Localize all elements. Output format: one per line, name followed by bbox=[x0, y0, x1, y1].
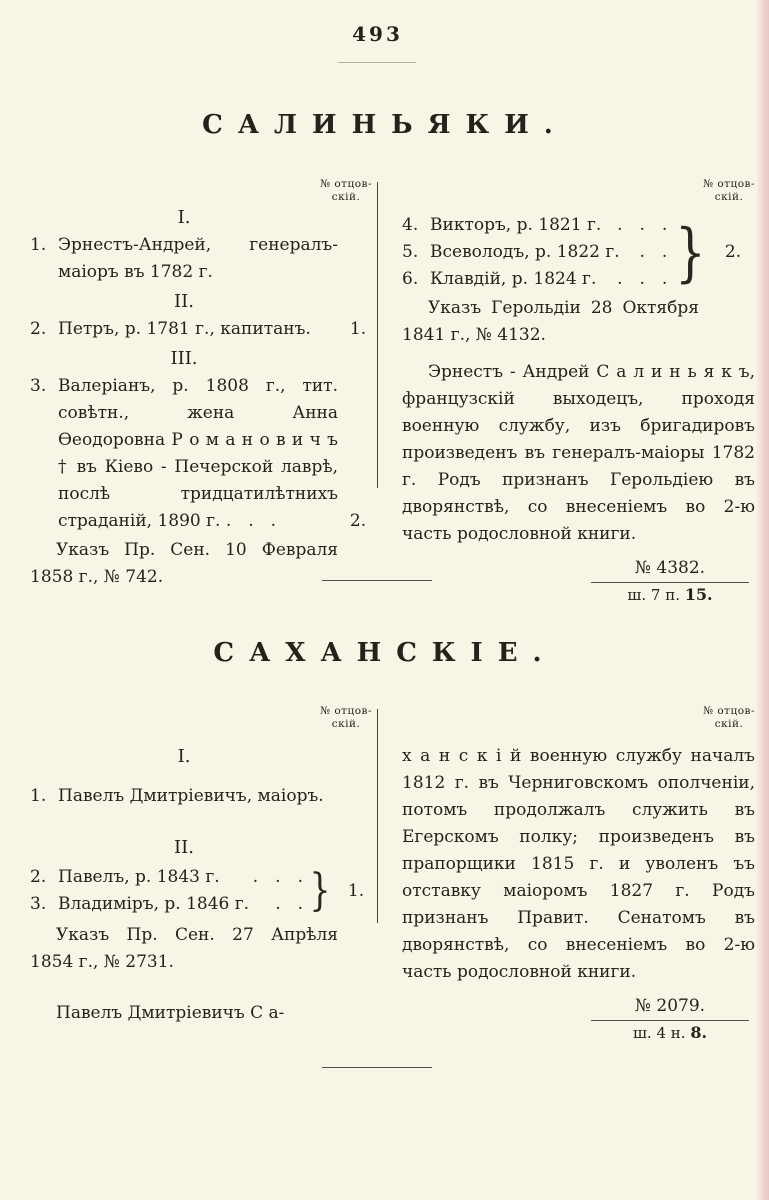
section-title-salignac: САЛИНЬЯКИ. bbox=[202, 110, 568, 140]
salignac-left-column bbox=[30, 178, 378, 607]
shelf-code bbox=[591, 1021, 749, 1045]
decree-text: Указъ Пр. Сен. 27 Апрѣля 1854 г., № 2731. bbox=[30, 925, 338, 972]
sakhansky-right-column bbox=[402, 705, 755, 1045]
dot-leader: . . bbox=[639, 242, 668, 262]
family-history-paragraph: Эрнестъ - Андрей С а л и н ь я к ъ, французскій выходецъ, проходя военную службу, изъ бригадировъ произведенъ въ генералъ-маіоры 1782 г. Родъ признанъ Герольдіею въ дворянствѣ, со внесеніемъ во 2-ю часть родословной книги. bbox=[402, 362, 755, 544]
father-col-header bbox=[320, 178, 372, 204]
father-number: 2. bbox=[349, 511, 367, 531]
entry-text: Павелъ, р. 1843 г. bbox=[58, 867, 220, 887]
shelf-code-prefix: ш. 4 н. bbox=[632, 1024, 691, 1042]
father-col-header-line2: скій. bbox=[714, 718, 744, 731]
entry-text: Эрнестъ-Андрей, генералъ-маіоръ въ 1782 г. bbox=[58, 235, 338, 282]
decree-text: Указъ Герольдіи 28 Октября 1841 г., № 4132. bbox=[402, 298, 699, 345]
case-number: № 4382. bbox=[591, 556, 749, 583]
column-body bbox=[402, 178, 755, 607]
father-col-header-line1: № отцов- bbox=[703, 705, 755, 717]
person-entry bbox=[30, 373, 378, 535]
generation-heading: II. bbox=[174, 837, 194, 858]
person-entry bbox=[30, 864, 306, 891]
entry-number: 1. bbox=[30, 235, 47, 255]
entry-text: Клавдій, р. 1824 г. bbox=[430, 269, 597, 289]
brace-icon: } bbox=[675, 215, 706, 290]
case-reference bbox=[591, 556, 749, 607]
entry-number: 6. bbox=[402, 269, 419, 289]
dot-leader: . . . bbox=[617, 215, 668, 235]
braced-lines bbox=[30, 864, 306, 918]
shelf-code-bold: 8. bbox=[690, 1023, 708, 1042]
father-col-header bbox=[703, 178, 755, 204]
father-number: 2. bbox=[724, 242, 742, 262]
generation-heading: III. bbox=[170, 348, 198, 369]
person-entry bbox=[402, 212, 670, 239]
column-body bbox=[402, 705, 755, 1045]
father-number: 1. bbox=[349, 319, 367, 339]
family-history-paragraph: х а н с к і й военную службу началъ 1812 г. въ Черниговскомъ ополченіи, потомъ продолжалъ служить въ Егерскомъ полку; произведенъ въ прапорщики 1815 г. и уволенъ ъъ отставку маіоромъ 1827 г. Родъ признанъ Правит. Сенатомъ въ дворянствѣ, со внесеніемъ во 2-ю часть родословной книги. bbox=[402, 746, 755, 982]
person-entry bbox=[30, 316, 378, 343]
section-title-sakhansky: САХАНСКІЕ. bbox=[213, 638, 557, 668]
page-number-rule bbox=[338, 62, 416, 63]
entry-number: 2. bbox=[30, 867, 47, 887]
page-number: 493 bbox=[352, 22, 403, 46]
father-col-header-line2: скій. bbox=[331, 718, 361, 731]
entry-number: 3. bbox=[30, 376, 47, 396]
column-rule bbox=[377, 709, 378, 923]
scan-edge bbox=[756, 0, 769, 1200]
father-col-header-line2: скій. bbox=[331, 191, 361, 204]
shelf-code-bold: 15. bbox=[684, 585, 713, 604]
entry-text: Павелъ Дмитріевичъ, маіоръ. bbox=[58, 786, 324, 806]
person-entry bbox=[30, 891, 306, 918]
person-entry bbox=[402, 239, 670, 266]
family-history-paragraph-start: Павелъ Дмитріевичъ С а- bbox=[56, 1003, 285, 1023]
entry-number: 1. bbox=[30, 786, 47, 806]
entry-text: Владиміръ, р. 1846 г. bbox=[58, 894, 250, 914]
person-entry bbox=[30, 783, 378, 810]
section-sakhansky-columns bbox=[30, 705, 755, 1045]
decree-text: Указъ Пр. Сен. 10 Февраля 1858 г., № 742. bbox=[30, 540, 338, 587]
sakhansky-left-column bbox=[30, 705, 378, 1045]
entry-number: 5. bbox=[402, 242, 419, 262]
dot-leader: . . bbox=[275, 894, 303, 914]
entry-text: Валеріанъ, р. 1808 г., тит. совѣтн., жена Анна Ѳеодоровна Р о м а н о в и ч ъ † въ Кіево - Печерской лаврѣ, послѣ тридцатилѣтнихъ страданій, 1890 г. . . . bbox=[58, 376, 338, 531]
braced-lines bbox=[402, 212, 670, 293]
column-body bbox=[30, 705, 378, 1027]
father-col-header-line2: скій. bbox=[714, 191, 744, 204]
father-col-header-line1: № отцов- bbox=[320, 178, 372, 190]
generation-heading: I. bbox=[177, 207, 191, 228]
section-divider bbox=[322, 580, 432, 581]
entry-number: 2. bbox=[30, 319, 47, 339]
person-entry bbox=[30, 232, 378, 286]
entry-number: 3. bbox=[30, 894, 47, 914]
father-col-header-line1: № отцов- bbox=[703, 178, 755, 190]
salignac-right-column bbox=[402, 178, 755, 607]
brace-icon: } bbox=[309, 865, 331, 916]
dot-leader: . . . bbox=[252, 867, 303, 887]
entry-text: Всеволодъ, р. 1822 г. bbox=[430, 242, 620, 262]
father-col-header bbox=[320, 705, 372, 731]
generation-heading: I. bbox=[177, 746, 191, 767]
generation-heading: II. bbox=[174, 291, 194, 312]
page-bottom-divider bbox=[322, 1067, 432, 1068]
braced-group bbox=[30, 864, 378, 918]
case-reference bbox=[591, 994, 749, 1045]
column-body bbox=[30, 178, 378, 591]
case-number: № 2079. bbox=[591, 994, 749, 1021]
father-col-header-line1: № отцов- bbox=[320, 705, 372, 717]
person-entry bbox=[402, 266, 670, 293]
section-salignac-columns bbox=[30, 178, 755, 607]
dot-leader: . . . bbox=[617, 269, 668, 289]
father-col-header bbox=[703, 705, 755, 731]
entry-text: Петръ, р. 1781 г., капитанъ. bbox=[58, 319, 311, 339]
entry-number: 4. bbox=[402, 215, 419, 235]
braced-group bbox=[402, 212, 755, 293]
column-rule bbox=[377, 182, 378, 488]
shelf-code bbox=[591, 583, 749, 607]
father-number: 1. bbox=[347, 880, 365, 901]
entry-text: Викторъ, р. 1821 г. bbox=[430, 215, 602, 235]
shelf-code-prefix: ш. 7 п. bbox=[627, 586, 685, 604]
